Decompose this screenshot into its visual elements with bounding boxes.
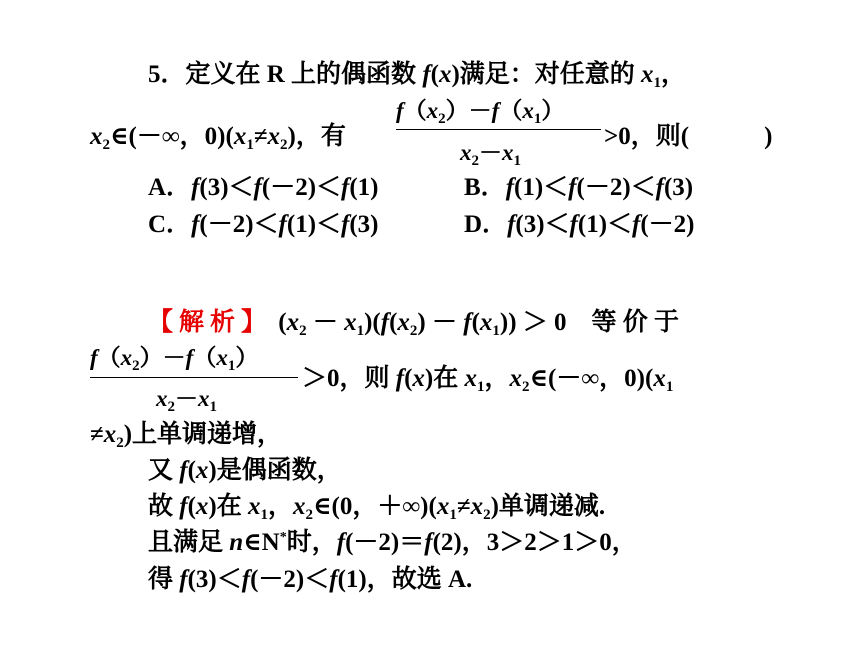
analysis-line-2-post: ＞0，则 f(x)在 $x_1$，$x_2\in(-\infty$，$0)(x_1$ bbox=[302, 365, 674, 395]
analysis-line-4: 又 f(x)是偶函数， bbox=[148, 457, 342, 484]
question-fraction-numerator: $f(x_2)-f(x_1)$ bbox=[396, 98, 565, 127]
analysis-line-6: 且满足 n∈N*时，f(－2)＝f(2)，3＞2＞1＞0， bbox=[148, 529, 637, 556]
question-number: 5 bbox=[148, 61, 161, 88]
analysis-tag: 【解析】 bbox=[148, 309, 273, 336]
analysis-fraction-bar bbox=[90, 377, 298, 378]
question-fraction-denominator: $x_2-x_1$ bbox=[460, 140, 521, 169]
question-line-1: 5．定义在 R 上的偶函数 f(x)满足：对任意的 $x_1$， bbox=[148, 61, 687, 91]
question-fraction-bar bbox=[396, 129, 601, 130]
analysis-line-3: $\ne x_2$)上单调递增， bbox=[90, 421, 283, 451]
analysis-line-1: 【解析】 $(x_2 - x_1)(f(x_2) - f(x_1)) > 0$ 等 价 于 bbox=[148, 309, 680, 339]
analysis-fraction-denominator: $x_2-x_1$ bbox=[156, 386, 217, 415]
option-c[interactable]: C．f(－2)＜f(1)＜f(3) bbox=[148, 211, 379, 238]
analysis-line-7: 得 f(3)＜f(－2)＜f(1)，故选 A. bbox=[148, 566, 473, 593]
question-line-2-pre: $x_2\in(-\infty$，$0)(x_1\ne x_2)$，有 bbox=[90, 123, 346, 153]
question-line-2-post: >0，则( ) bbox=[604, 123, 773, 150]
option-d[interactable]: D．f(3)＜f(1)＜f(－2) bbox=[464, 211, 695, 238]
analysis-line-5: 故 f(x)在 $x_1$，$x_2\in(0$，$+\infty)(x_1\ne x_2)$单调递减. bbox=[148, 493, 606, 523]
option-b[interactable]: B．f(1)＜f(－2)＜f(3) bbox=[464, 174, 694, 201]
analysis-fraction-numerator: $f(x_2)-f(x_1)$ bbox=[90, 345, 259, 374]
option-a[interactable]: A．f(3)＜f(－2)＜f(1) bbox=[148, 174, 379, 201]
